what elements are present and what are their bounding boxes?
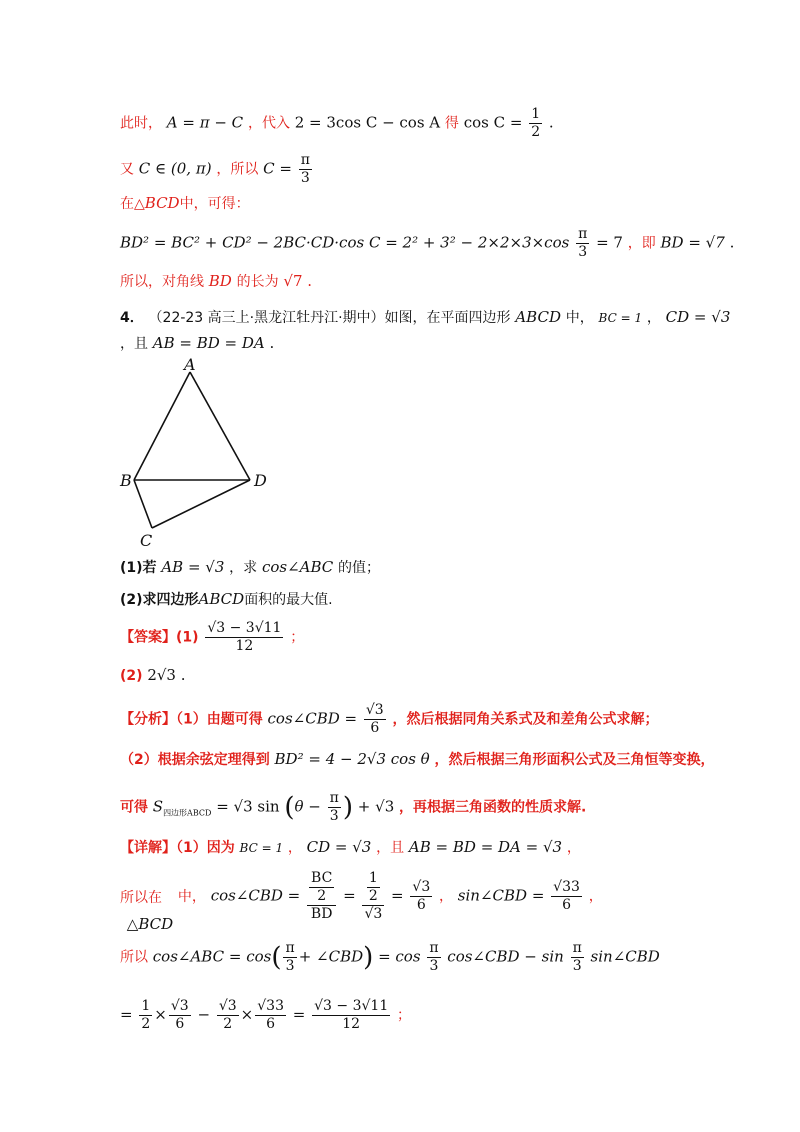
- answer-2: (2) 2√3 .: [120, 666, 186, 684]
- fraction: $\frac{\pi}{3}$: [572, 940, 582, 974]
- fraction: $\frac{√3}{6}$: [365, 702, 384, 736]
- analysis-2: （2）根据余弦定理得到 BD² = 4 − 2√3 cos θ ，然后根据三角形面积公式及三角恒等变换，: [120, 750, 715, 768]
- line-5: 所以，对角线 BD 的长为 √7 .: [120, 272, 313, 290]
- fraction: $\frac{√3}{6}$: [170, 998, 189, 1032]
- fraction: $\frac{\pi}{3}$: [578, 226, 588, 260]
- edge-ab: [134, 372, 190, 480]
- fraction: $\frac{1}{2}$: [531, 106, 541, 140]
- detail-2: 所以在 △BCD 中， cos∠CBD = $\frac{\frac{BC}{2}}{BD}$ = $\frac{\frac{1}{2}}{√3}$ = $\frac{√3}{6}$ ， sin∠CBD = $\frac{√33}{6}$ ，: [120, 870, 603, 933]
- fraction: $\frac{\pi}{3}$: [329, 790, 339, 824]
- fraction: $\frac{\pi}{3}$: [285, 940, 295, 974]
- detail-4: = $\frac{1}{2}$ × $\frac{√3}{6}$ − $\frac{√3}{2}$ × $\frac{√33}{6}$ = $\frac{√3 - 3√11}{12}$ ；: [120, 998, 412, 1032]
- part-1: (1)若 AB = √3 ，求 cos∠ABC 的值；: [120, 558, 381, 576]
- vertex-label-a: A: [184, 358, 196, 374]
- edge-bc: [134, 480, 152, 528]
- fraction: $\frac{\frac{BC}{2}}{BD}$: [307, 870, 336, 923]
- analysis-3: 可得 $S_{四边形ABCD} = √3$ sin (θ − $\frac{\pi}{3}$ ) + √3 ，再根据三角函数的性质求解.: [120, 790, 587, 824]
- answer-1: 【答案】(1) $\frac{√3 - 3√11}{12}$ ；: [120, 620, 305, 654]
- fraction: $\frac{√3}{6}$: [412, 879, 431, 913]
- analysis-1: 【分析】（1）由题可得 cos∠CBD = $\frac{√3}{6}$ ，然后根据同角关系式及和差角公式求解；: [120, 702, 659, 736]
- fraction: $\frac{1}{2}$: [141, 998, 151, 1032]
- line-2: 又 C ∈ (0, π) ，所以 C = $\frac{\pi}{3}$: [120, 152, 310, 186]
- vertex-label-d: D: [254, 471, 267, 490]
- fraction: $\frac{\pi}{3}$: [300, 152, 310, 186]
- fraction: $\frac{√3 - 3√11}{12}$: [207, 620, 282, 654]
- line-4: BD² = BC² + CD² − 2BC·CD·cos C = 2² + 3² − 2×2×3×cos $\frac{\pi}{3}$ = 7 ，即 BD = √7 .: [120, 226, 735, 260]
- fraction: $\frac{√33}{6}$: [257, 998, 284, 1032]
- fraction: $\frac{√33}{6}$: [553, 879, 580, 913]
- vertex-label-c: C: [140, 531, 153, 548]
- fraction: $\frac{√3}{2}$: [218, 998, 237, 1032]
- line-1: 此时， A = π − C ，代入 2 = 3cos C − cos A 得 cos C = $\frac{1}{2}$ .: [120, 106, 554, 140]
- fraction: $\frac{\pi}{3}$: [429, 940, 439, 974]
- fraction: $\frac{\frac{1}{2}}{√3}$: [364, 870, 383, 922]
- line-3: 在△BCD中，可得：: [120, 194, 250, 212]
- part-2: (2)求四边形ABCD面积的最大值.: [120, 590, 333, 608]
- fraction: $\frac{√3 - 3√11}{12}$: [314, 998, 389, 1032]
- edge-ad: [190, 372, 250, 480]
- question-4-line-2: ，且 AB = BD = DA .: [120, 334, 275, 352]
- question-4-line-1: 4． （22-23 高三上·黑龙江牡丹江·期中）如图，在平面四边形 ABCD 中， BC = 1 ， CD = √3: [120, 308, 731, 326]
- detail-3: 所以 cos∠ABC = cos( $\frac{\pi}{3}$ + ∠CBD) = cos $\frac{\pi}{3}$ cos∠CBD − sin $\frac{\pi}{3}$ sin∠CBD: [120, 940, 660, 974]
- edge-cd: [152, 480, 250, 528]
- vertex-label-b: B: [120, 471, 132, 490]
- quadrilateral-figure: [118, 358, 278, 548]
- detail-1: 【详解】（1）因为 BC = 1 ， CD = √3 ，且 AB = BD = DA = √3 ，: [120, 838, 581, 856]
